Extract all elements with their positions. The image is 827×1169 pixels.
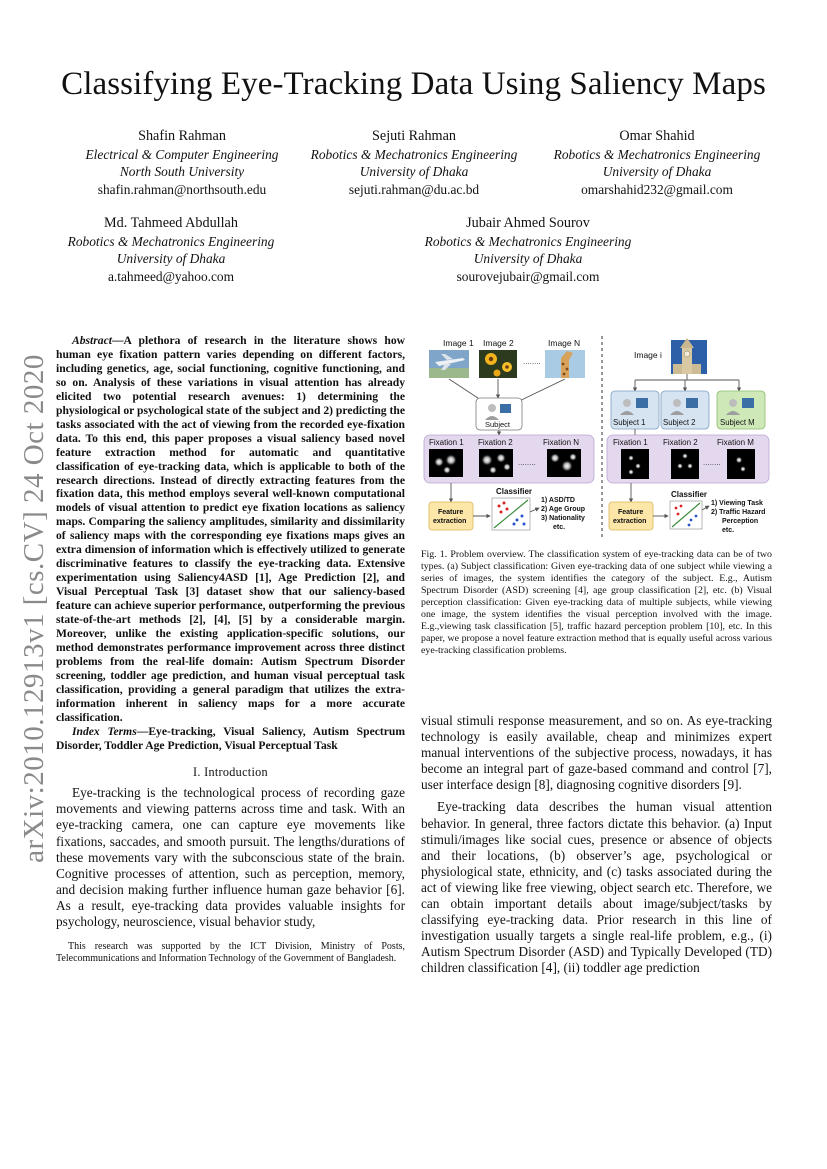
right-arrow-to-outputs [702, 506, 709, 510]
flower-image [479, 350, 517, 378]
left-fixation-map-1 [429, 449, 463, 477]
right-fixation-1-label: Fixation 1 [613, 438, 648, 447]
abstract-text: —A plethora of research in the literature shows how human eye fixation pattern varies depending on different factors, including genetics, age, social functioning, cognitive functioning, and so on. Analysis of these variations in visual attention has already elicited two potential research avenues: 1) determining the physiological or psychological state of the subject and 2) predicting the tasks associated with the act of viewing from the recorded eye-fixation data. To this end, this paper proposes a visual saliency based novel feature extraction method for automatic and quantitative classification of eye-tracking data, which is applicable to both of the research directions. Instead of directly extracting features from the fixation data, this method employs several well-known computational models of visual attention to predict eye fixation locations as saliency maps. Comparing the saliency amplitudes, similarity and dissimilarity of saliency maps with the corresponding eye fixations maps gives an extra dimension of information which is effectively utilized to generate discriminative features to classify the eye-tracking data. Extensive experimentation using Saliency4ASD [1], Age Prediction [2], and Visual Perceptual Task [3] dataset show that our saliency-based feature can achieve superior performance, outperforming the previous state-of-the-art methods [2], [4], [5] by a considerable margin. Moreover, unlike the existing application-specific solutions, our method demonstrates performance improvement across three distinct problems from the real-life domain: Autism Spectrum Disorder screening, toddler age prediction, and human visual perceptual task classification, providing a general paradigm that utilizes the extra-information inherent in saliency maps for a more accurate classification. [56, 334, 405, 724]
left-image-2-label: Image 2 [483, 338, 514, 348]
right-column [421, 713, 772, 983]
right-fixation-map-2 [671, 449, 699, 479]
giraffe-image [545, 350, 585, 378]
left-subject-label: Subject [485, 420, 511, 429]
index-terms-label: Index Terms [72, 724, 137, 738]
author-block-4 [46, 215, 296, 285]
author-department: Electrical & Computer Engineering [85, 146, 279, 162]
author-department: Robotics & Mechatronics Engineering [424, 233, 632, 249]
clock-tower-image [671, 338, 707, 374]
left-column [56, 334, 405, 965]
index-terms [56, 725, 405, 753]
author-name: Jubair Ahmed Sourov [466, 215, 590, 231]
abstract [56, 334, 405, 725]
right-fixation-map-m [727, 449, 755, 479]
author-email: omarshahid232@gmail.com [581, 181, 733, 197]
left-classifier-plot [492, 498, 530, 530]
right-output-2: 2) Traffic Hazard [711, 509, 766, 516]
left-fixation-n-label: Fixation N [543, 438, 580, 447]
right-output-4: etc. [722, 527, 735, 534]
abstract-label: Abstract [72, 334, 112, 347]
left-fixation-2-label: Fixation 2 [478, 438, 513, 447]
right-paragraph-1: visual stimuli response measurement, and so on. As eye-tracking technology is easily available, cheap and minimizes expert manual interventions of the subjective process, nowadays, it has become an integral part of gaze-based command and control [7], user interface design [8], diagnosing cognitive disorders [9]. [421, 713, 772, 793]
author-name: Omar Shahid [619, 128, 695, 144]
author-block-2 [294, 128, 534, 198]
author-university: University of Dhaka [116, 251, 226, 266]
right-fixation-m-label: Fixation M [717, 438, 754, 447]
left-output-4: etc. [553, 524, 566, 531]
right-fixation-2-label: Fixation 2 [663, 438, 698, 447]
figure-1-diagram [421, 334, 772, 542]
author-email: a.tahmeed@yahoo.com [107, 268, 235, 284]
airplane-image [429, 350, 469, 378]
right-classifier-label: Classifier [671, 490, 708, 499]
arxiv-identifier [10, 353, 58, 863]
author-university: University of Dhaka [602, 164, 712, 179]
left-feature-label-2: extraction [433, 518, 467, 525]
author-university: University of Dhaka [359, 164, 469, 179]
left-output-3: 3) Nationality [541, 515, 585, 522]
author-name: Sejuti Rahman [372, 128, 456, 144]
right-feature-extraction-box [609, 502, 653, 530]
left-image-1-label: Image 1 [443, 338, 474, 348]
author-block-3 [528, 128, 786, 198]
arxiv-identifier-text: arXiv:2010.12913v1 [cs.CV] 24 Oct 2020 [17, 353, 50, 863]
right-feature-label-2: extraction [613, 518, 647, 525]
index-terms-text: —Eye-tracking, Visual Saliency, Autism Spectrum Disorder, Toddler Age Prediction, Visual Perceptual Task [56, 724, 405, 752]
right-subject-m-label: Subject M [720, 418, 755, 427]
right-fixation-map-1 [621, 449, 649, 479]
right-subject-1-label: Subject 1 [613, 418, 646, 427]
author-block-5 [398, 215, 658, 285]
left-fixation-map-n [547, 449, 581, 477]
left-fixation-map-2 [479, 449, 513, 477]
author-name: Shafin Rahman [138, 128, 226, 144]
right-classifier-plot [670, 501, 702, 529]
author-name: Md. Tahmeed Abdullah [104, 215, 238, 231]
right-fixation-dots: ........ [703, 458, 721, 467]
author-department: Robotics & Mechatronics Engineering [310, 146, 518, 162]
author-university: North South University [119, 164, 245, 179]
author-department: Robotics & Mechatronics Engineering [67, 233, 275, 249]
left-image-n-label: Image N [548, 338, 581, 348]
author-email: sourovejubair@gmail.com [456, 268, 600, 284]
left-output-1: 1) ASD/TD [541, 497, 575, 504]
left-image-dots: ........ [523, 357, 541, 366]
right-subject-2-label: Subject 2 [663, 418, 696, 427]
left-feature-label-1: Feature [438, 509, 464, 516]
author-email: shafin.rahman@northsouth.edu [97, 181, 267, 197]
section-heading-introduction: I. Introduction [193, 764, 268, 779]
author-block-1 [62, 128, 302, 198]
left-fixation-1-label: Fixation 1 [429, 438, 464, 447]
intro-paragraph-1: Eye-tracking is the technological process of recording gaze movements and viewing patterns across time and task. With an eye-tracking camera, one can capture eye movements like fixations, saccades, and smooth pursuit. The lengths/durations of these movements vary with the subconscious state of the brain. Cognitive processes of attention, such as perception, memory, and decision making further influence human gaze behavior [6]. As a result, eye-tracking data provides valuable insights for psychology, neuroscience, visual behavior study, [56, 785, 405, 929]
right-output-3: Perception [722, 518, 759, 525]
left-output-2: 2) Age Group [541, 506, 586, 513]
footnote: This research was supported by the ICT Division, Ministry of Posts, Telecommunications and Information Technology of the Government of Bangladesh. [56, 941, 405, 965]
left-classifier-label: Classifier [496, 487, 533, 496]
paper-title: Classifying Eye-Tracking Data Using Saliency Maps [61, 66, 766, 102]
right-image-label: Image i [634, 350, 662, 360]
author-university: University of Dhaka [473, 251, 583, 266]
left-fixation-dots: ........ [518, 458, 536, 467]
right-output-1: 1) Viewing Task [711, 500, 763, 507]
author-email: sejuti.rahman@du.ac.bd [348, 181, 480, 197]
left-feature-extraction-box [429, 502, 473, 530]
author-department: Robotics & Mechatronics Engineering [553, 146, 761, 162]
right-paragraph-2: Eye-tracking data describes the human visual attention behavior. In general, three factors dictate this behavior. (a) Input stimuli/images like social cues, presence or absence of objects and their locations, (b) observer’s age, psychological or physiological state, ethnicity, and (c) tasks associated during the act of viewing like free viewing, object search etc. Therefore, we can obtain important details about image/subject/tasks by classifying eye-tracking data. Prior research in this line of investigation usually targets a single real-life problem, e.g., (i) Autism Spectrum Disorder (ASD) and Typically Developed (TD) children classification [4], (ii) toddler age prediction [421, 799, 772, 976]
figure-1-caption: Fig. 1. Problem overview. The classification system of eye-tracking data can be of two types. (a) Subject classification: Given eye-tracking data of one subject while viewing a series of images, the system identifies the category of the subject. E.g., Autism Spectrum Disorder (ASD) screening [4], age group classification [2], etc. (b) Visual perception classification: Given eye-tracking data of multiple subjects, while viewing one image, the system identifies the visual perception involved with the image. E.g.,viewing task classification [5], traffic hazard perception problem [10], etc. In this paper, we propose a novel feature extraction method that is equally useful across various eye-tracking classification problems. [421, 549, 772, 656]
left-arrow-to-outputs [530, 508, 539, 512]
right-feature-label-1: Feature [618, 509, 644, 516]
